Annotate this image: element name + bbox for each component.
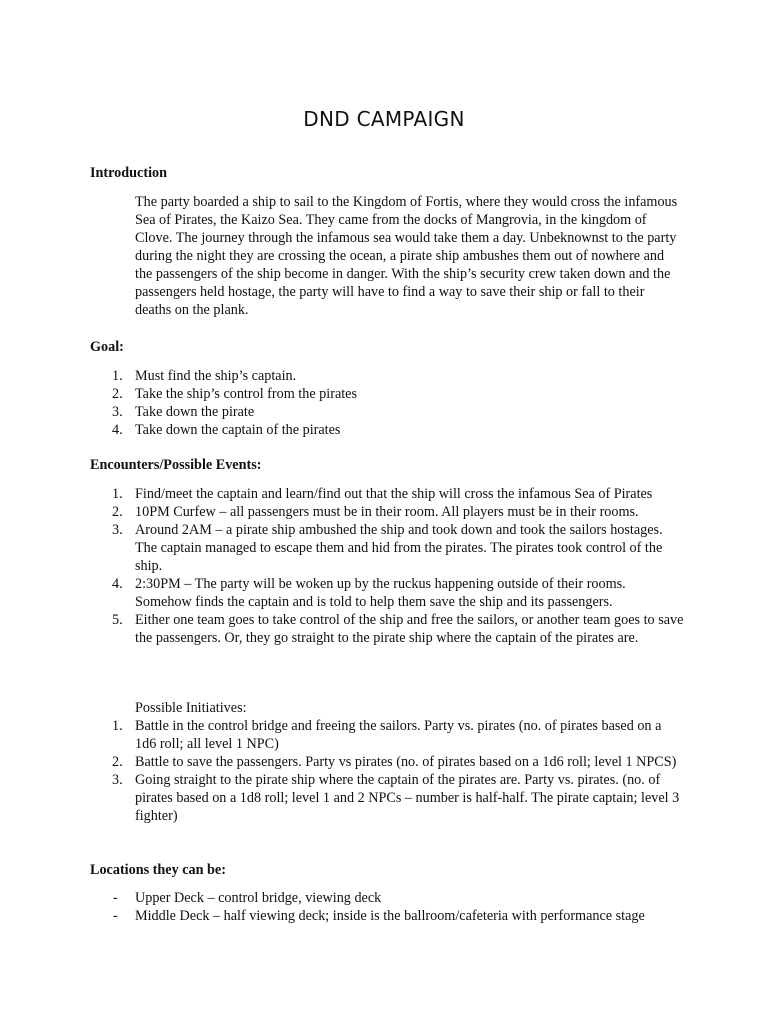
list-dash: - [113, 908, 118, 924]
list-item [90, 753, 685, 771]
list-item [90, 889, 685, 907]
list-item [90, 503, 685, 521]
list-dash: - [113, 890, 118, 906]
introduction-paragraph: The party boarded a ship to sail to the Kingdom of Fortis, where they would cross the infamous Sea of Pirates, the Kaizo Sea. They came from the docks of Mangrovia, in the kingdom of Clove. The journey through the infamous sea would take them a day. Unbeknownst to the party during the night they are crossing the ocean, a pirate ship ambushes them out of nowhere and the passengers of the ship become in danger. With the ship’s security crew taken down and the passengers held hostage, the party will have to find a way to save their ship or fall to their deaths on the plank. [135, 194, 678, 318]
list-item-text: Upper Deck – control bridge, viewing deck [135, 890, 382, 906]
list-item [90, 717, 685, 753]
list-item-text: Battle in the control bridge and freeing the sailors. Party vs. pirates (no. of pirates based on a 1d6 roll; all level 1 NPC) [135, 718, 662, 752]
initiatives-list [90, 717, 685, 825]
list-item-text: Battle to save the passengers. Party vs pirates (no. of pirates based on a 1d6 roll; level 1 NPCS) [135, 754, 677, 770]
list-number: 1. [112, 718, 123, 734]
encounters-list [90, 485, 685, 647]
list-item-text: Find/meet the captain and learn/find out that the ship will cross the infamous Sea of Pirates [135, 486, 653, 502]
list-number: 2. [112, 386, 123, 402]
list-item [90, 575, 685, 611]
list-item-text: Take the ship’s control from the pirates [135, 386, 358, 402]
list-number: 4. [112, 422, 123, 438]
list-item-text: Take down the pirate [135, 404, 255, 420]
list-number: 1. [112, 486, 123, 502]
list-number: 4. [112, 576, 123, 592]
list-item-text: Take down the captain of the pirates [135, 422, 341, 438]
list-item-text: Either one team goes to take control of the ship and free the sailors, or another team goes to save the passengers. Or, they go straight to the pirate ship where the captain of the pirates are. [135, 612, 684, 646]
list-item [90, 907, 685, 925]
locations-list [90, 889, 685, 925]
list-number: 3. [112, 404, 123, 420]
encounters-heading: Encounters/Possible Events: [90, 457, 262, 473]
list-item-text: Going straight to the pirate ship where the captain of the pirates are. Party vs. pirates. (no. of pirates based on a 1d8 roll; level 1 and 2 NPCs – number is half-half. The pirate captain; level 3 fighter) [135, 772, 680, 824]
introduction-heading: Introduction [90, 165, 167, 181]
list-item [90, 771, 685, 825]
list-item [90, 611, 685, 647]
list-item-text: 2:30PM – The party will be woken up by the ruckus happening outside of their rooms. Somehow finds the captain and is told to help them save the ship and its passengers. [135, 576, 626, 610]
list-item [90, 485, 685, 503]
list-item-text: Must find the ship’s captain. [135, 368, 297, 384]
list-item [90, 521, 685, 575]
list-item-text: Around 2AM – a pirate ship ambushed the ship and took down and took the sailors hostages. The captain managed to escape them and hid from the pirates. The pirates took control of the ship. [135, 522, 663, 574]
list-number: 3. [112, 772, 123, 788]
list-number: 5. [112, 612, 123, 628]
goal-heading: Goal: [90, 339, 124, 355]
locations-heading: Locations they can be: [90, 862, 226, 878]
list-number: 2. [112, 504, 123, 520]
list-item [90, 421, 685, 439]
list-number: 1. [112, 368, 123, 384]
goal-list [90, 367, 685, 439]
list-item [90, 403, 685, 421]
list-number: 2. [112, 754, 123, 770]
initiatives-label: Possible Initiatives: [135, 700, 247, 716]
list-item [90, 385, 685, 403]
list-item [90, 367, 685, 385]
list-number: 3. [112, 522, 123, 538]
list-item-text: 10PM Curfew – all passengers must be in their room. All players must be in their rooms. [135, 504, 639, 520]
page-title: DND CAMPAIGN [303, 107, 465, 131]
list-item-text: Middle Deck – half viewing deck; inside is the ballroom/cafeteria with performance stage [135, 908, 645, 924]
